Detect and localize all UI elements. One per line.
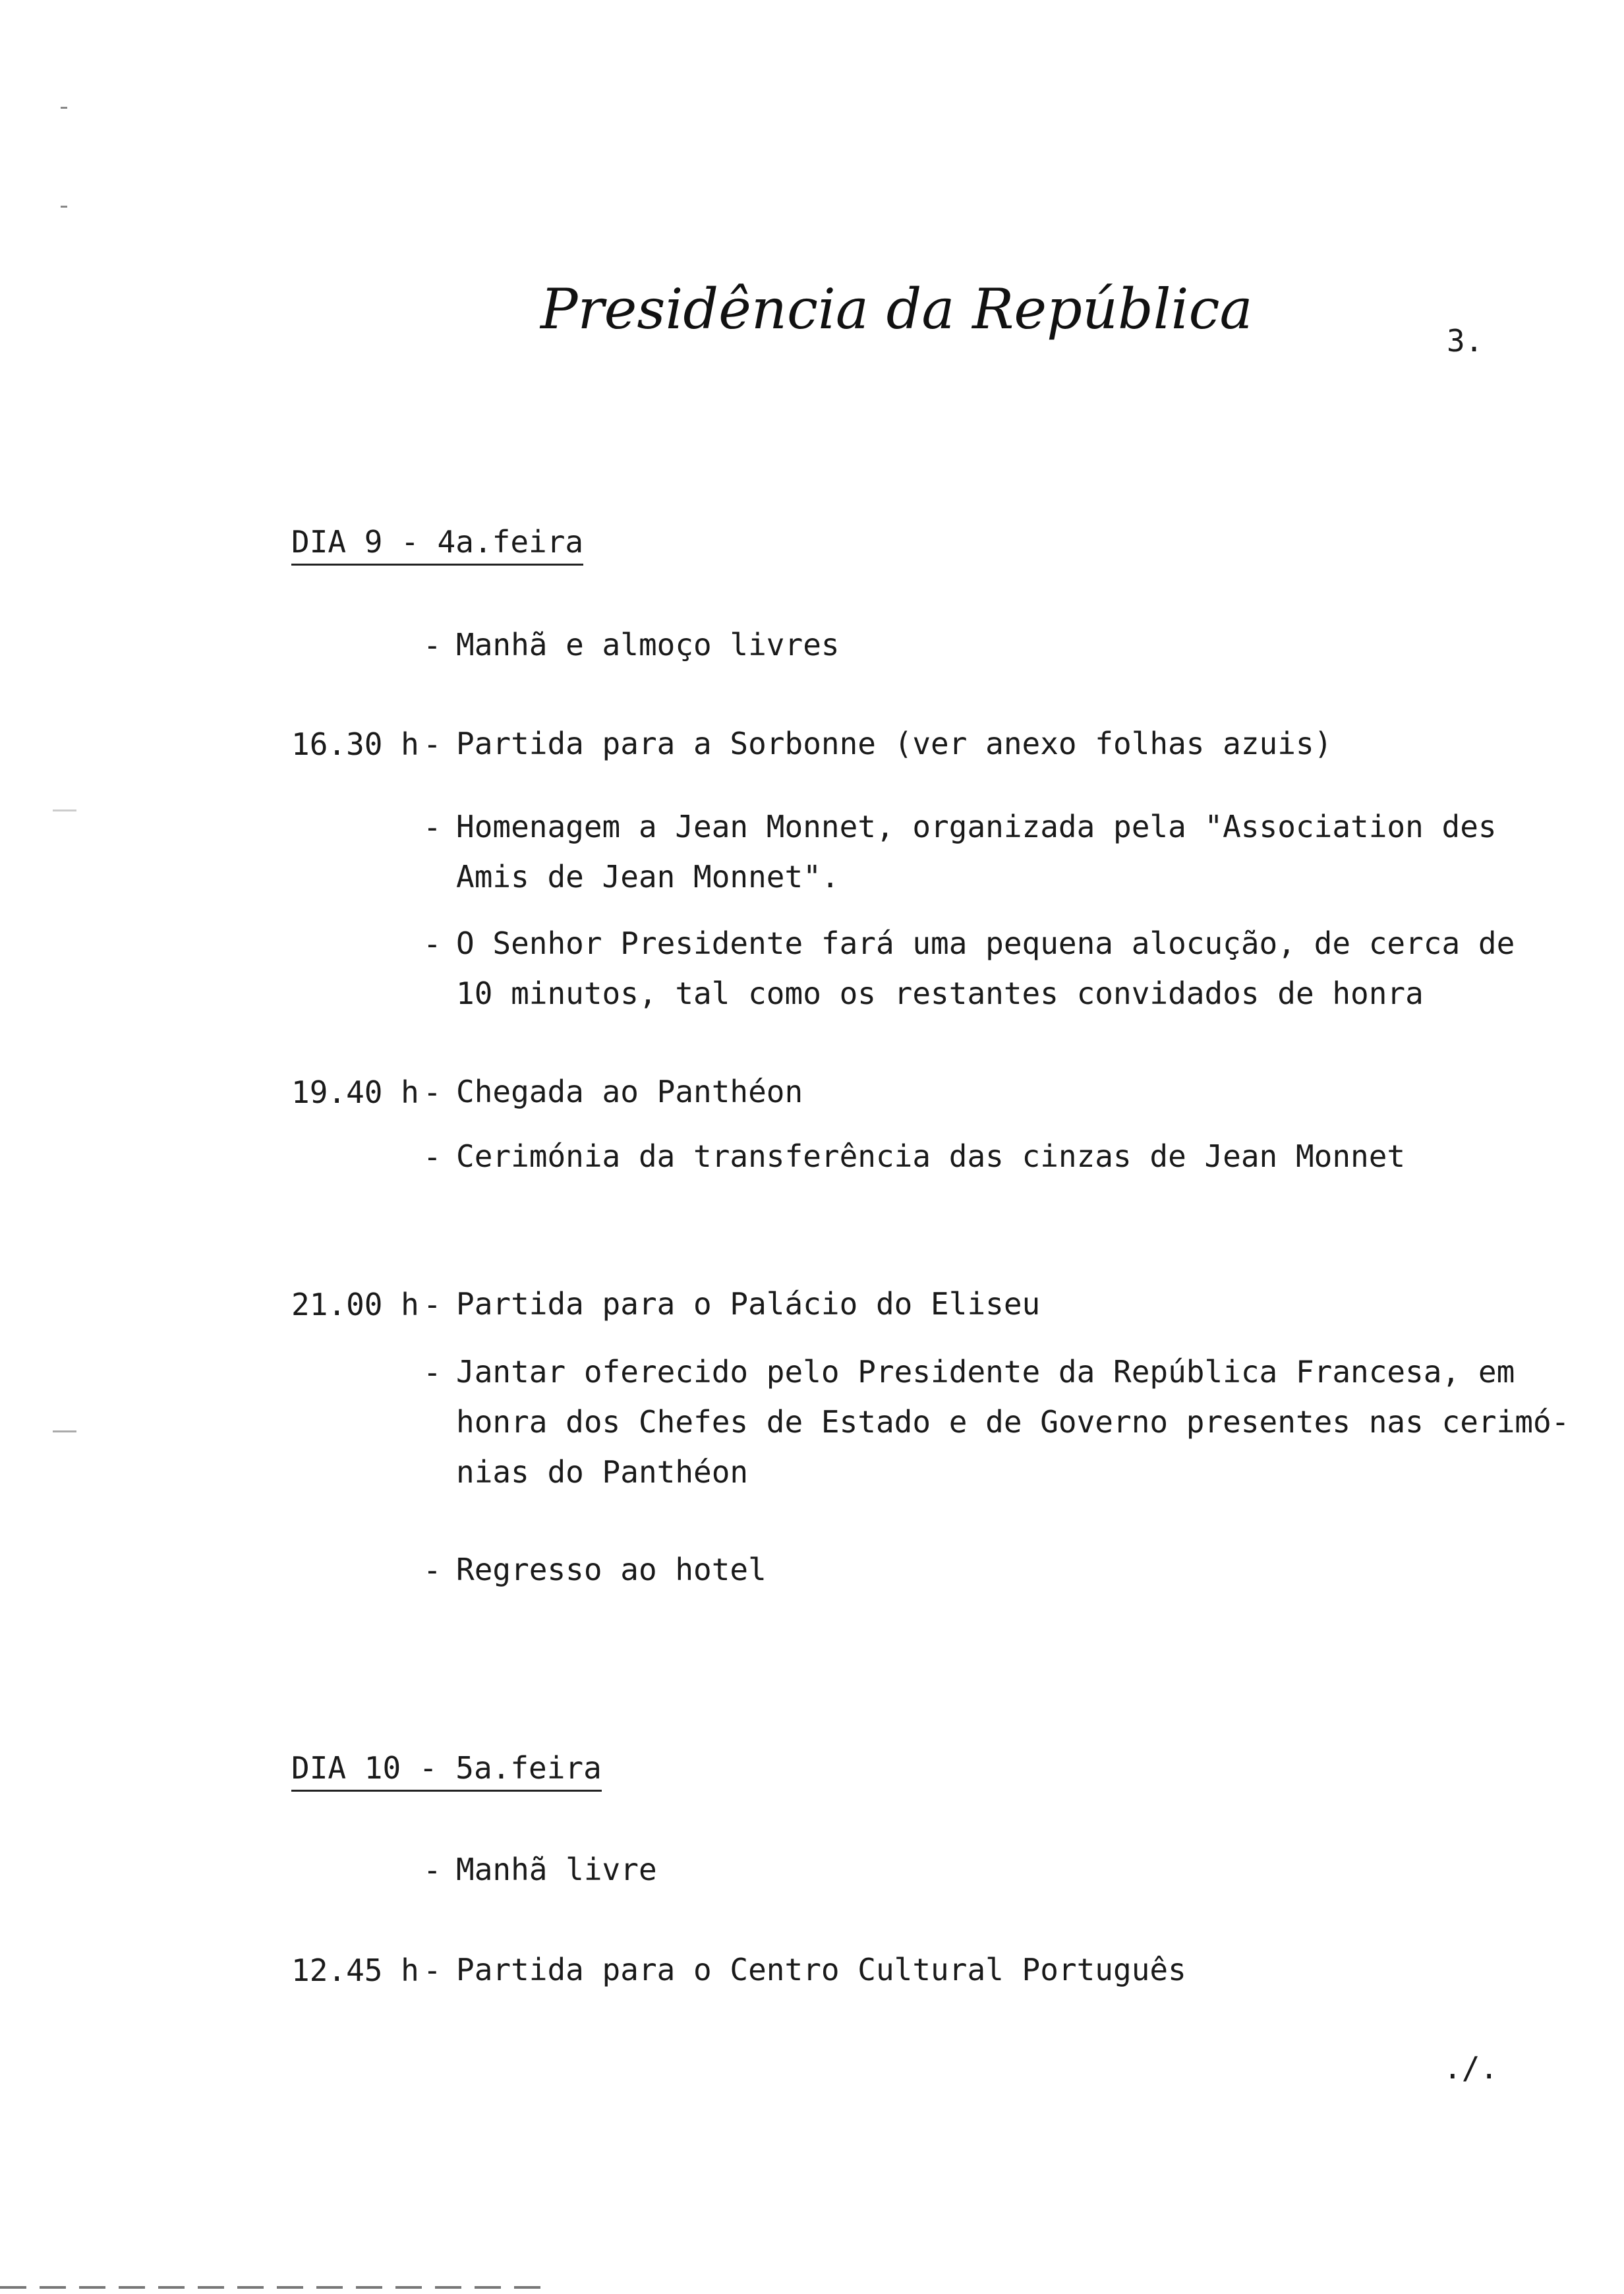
bullet-dash: - <box>423 726 442 762</box>
page-number: 3. <box>1447 323 1484 359</box>
schedule-item: honra dos Chefes de Estado e de Governo presentes nas cerimó- <box>456 1404 1570 1440</box>
bullet-dash: - <box>423 1139 442 1175</box>
bullet-dash: - <box>423 926 442 962</box>
schedule-item: Regresso ao hotel <box>456 1552 767 1587</box>
bullet-dash: - <box>423 628 442 663</box>
scan-speck <box>61 107 67 109</box>
schedule-time: 21.00 h <box>291 1287 419 1322</box>
scan-edge <box>0 2286 540 2289</box>
scan-speck <box>53 1430 76 1432</box>
schedule-item: Amis de Jean Monnet". <box>456 859 840 895</box>
schedule-item: 10 minutos, tal como os restantes convidados de honra <box>456 976 1424 1011</box>
schedule-item: Manhã livre <box>456 1852 657 1887</box>
schedule-item: Partida para a Sorbonne (ver anexo folhas azuis) <box>456 726 1333 761</box>
continuation-mark: ./. <box>1443 2050 1499 2086</box>
day-heading: DIA 9 - 4a.feira <box>291 524 583 566</box>
schedule-time: 12.45 h <box>291 1953 419 1988</box>
scan-speck <box>61 206 67 208</box>
day-heading: DIA 10 - 5a.feira <box>291 1750 602 1792</box>
bullet-dash: - <box>423 809 442 845</box>
schedule-item: Partida para o Centro Cultural Português <box>456 1952 1186 1987</box>
schedule-item: nias do Panthéon <box>456 1454 749 1490</box>
schedule-time: 16.30 h <box>291 726 419 762</box>
schedule-time: 19.40 h <box>291 1074 419 1110</box>
schedule-item: O Senhor Presidente fará uma pequena alocução, de cerca de <box>456 926 1515 961</box>
bullet-dash: - <box>423 1852 442 1888</box>
schedule-item: Partida para o Palácio do Eliseu <box>456 1286 1041 1322</box>
bullet-dash: - <box>423 1552 442 1588</box>
schedule-item: Homenagem a Jean Monnet, organizada pela "Association des <box>456 809 1497 844</box>
bullet-dash: - <box>423 1287 442 1322</box>
bullet-dash: - <box>423 1355 442 1390</box>
schedule-item: Chegada ao Panthéon <box>456 1074 803 1109</box>
schedule-item: Cerimónia da transferência das cinzas de Jean Monnet <box>456 1138 1406 1174</box>
bullet-dash: - <box>423 1953 442 1988</box>
bullet-dash: - <box>423 1074 442 1110</box>
letterhead-signature: Presidência da República <box>540 277 1253 341</box>
schedule-item: Jantar oferecido pelo Presidente da República Francesa, em <box>456 1354 1515 1390</box>
scan-speck <box>53 809 76 811</box>
schedule-item: Manhã e almoço livres <box>456 627 840 662</box>
